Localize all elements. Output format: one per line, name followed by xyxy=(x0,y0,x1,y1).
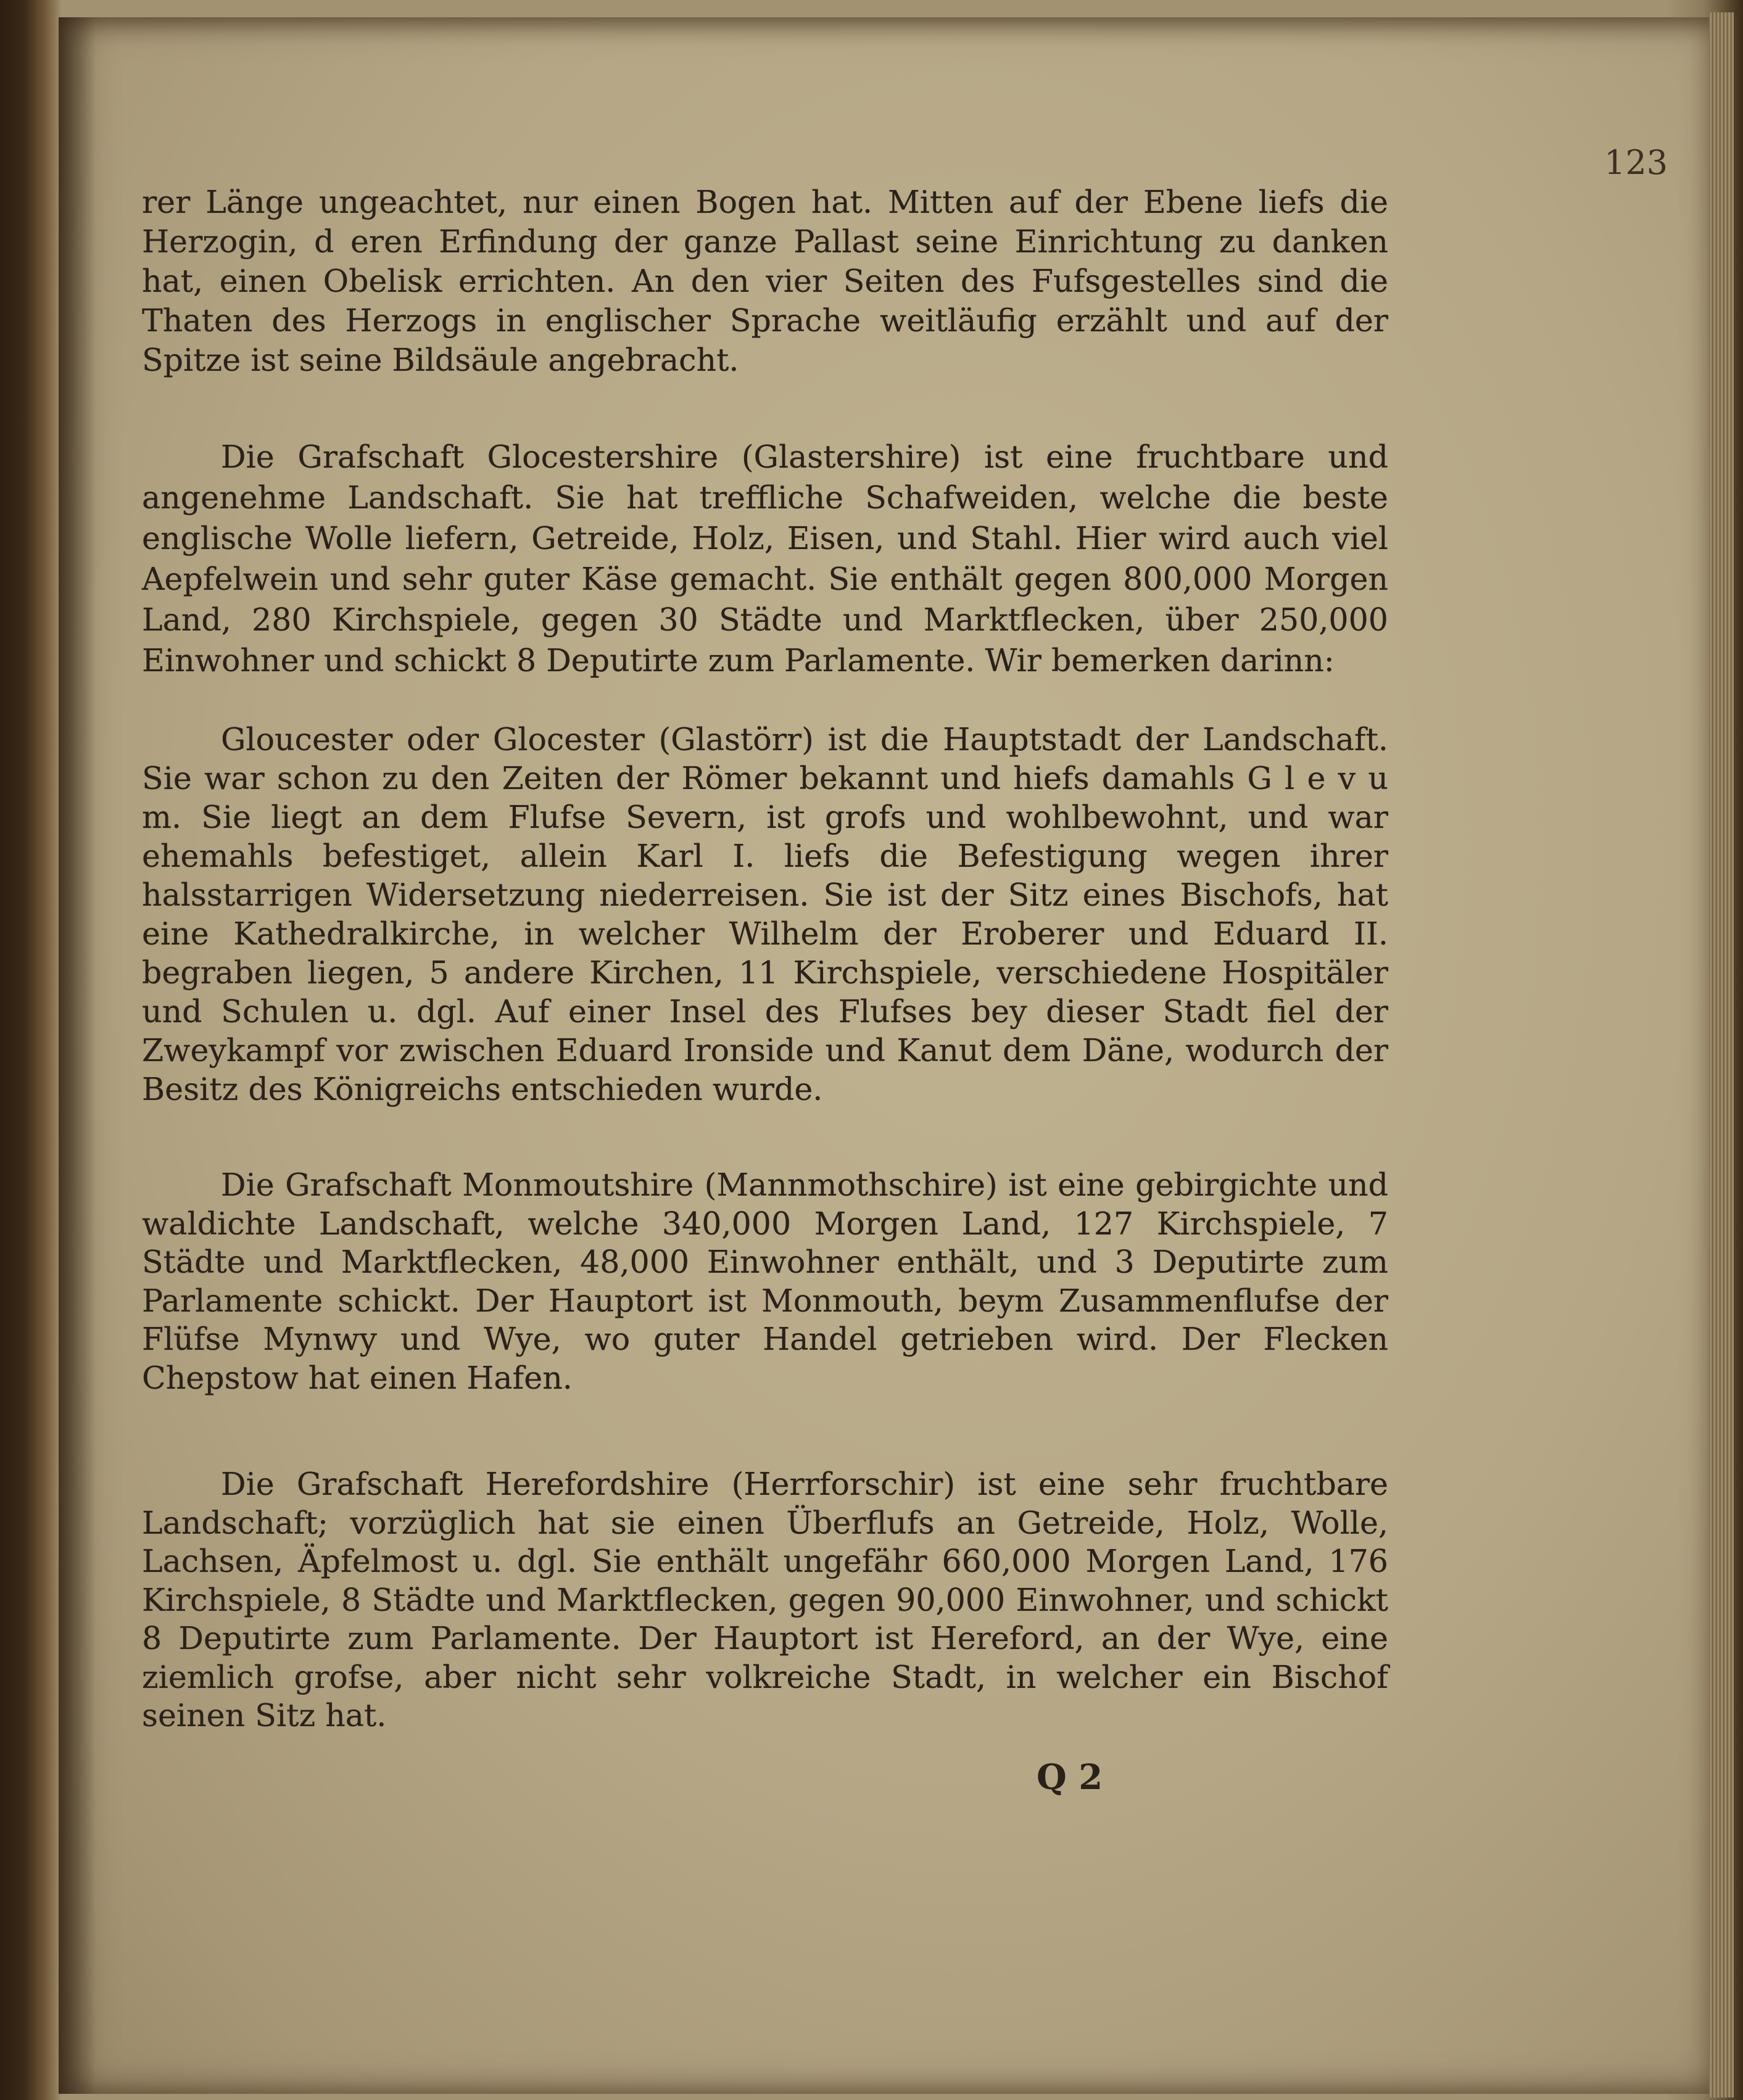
page-gutter-shadow xyxy=(59,17,96,2094)
signature-mark: Q 2 xyxy=(1037,1757,1103,1798)
paragraph-herefordshire: Die Grafschaft Herefordshire (Herrforschir) ist eine sehr fruchtbare Landschaft; vorzüglich hat sie einen Überflufs an Getreide, Holz, Wolle, Lachsen, Äpfelmost u. dgl. Sie enthält ungefähr 660,000 Morgen Land, 176 Kirchspiele, 8 Städte und Marktflecken, gegen 90,000 Einwohner, und schickt 8 Deputirte zum Parlamente. Der Hauptort ist Hereford, an der Wye, eine ziemlich grofse, aber nicht sehr volkreiche Stadt, in welcher ein Bischof seinen Sitz hat. xyxy=(142,1466,1388,1734)
paragraph-continuation: rer Länge ungeachtet, nur einen Bogen hat. Mitten auf der Ebene liefs die Herzogin, d eren Erfindung der ganze Pallast seine Einrichtung zu danken hat, einen Obelisk errichten. An den vier Seiten des Fufsgestelles sind die Thaten des Herzogs in englischer Sprache weitläufig erzählt und auf der Spitze ist seine Bildsäule angebracht. xyxy=(142,184,1388,378)
paragraph-glocestershire: Die Grafschaft Glocestershire (Glastershire) ist eine fruchtbare und angenehme Landschaft. Sie hat treffliche Schafweiden, welche die beste englische Wolle liefern, Getreide, Holz, Eisen, und Stahl. Hier wird auch viel Aepfelwein und sehr guter Käse gemacht. Sie enthält gegen 800,000 Morgen Land, 280 Kirchspiele, gegen 30 Städte und Marktflecken, über 250,000 Einwohner und schickt 8 Deputirte zum Parlamente. Wir bemerken darinn: xyxy=(142,439,1388,679)
page-number: 123 xyxy=(1604,143,1668,182)
paragraph-monmoutshire: Die Grafschaft Monmoutshire (Mannmothschire) ist eine gebirgichte und waldichte Landschaft, welche 340,000 Morgen Land, 127 Kirchspiele, 7 Städte und Marktflecken, 48,000 Einwohner enthält, und 3 Deputirte zum Parlamente schickt. Der Hauptort ist Monmouth, beym Zusammenflufse der Flüfse Mynwy und Wye, wo guter Handel getrieben wird. Der Flecken Chepstow hat einen Hafen. xyxy=(142,1167,1388,1396)
page-edges xyxy=(1709,12,1734,2098)
paragraph-gloucester: Gloucester oder Glocester (Glastörr) ist die Hauptstadt der Landschaft. Sie war schon zu den Zeiten der Römer bekannt und hiefs damahls G l e v u m. Sie liegt an dem Flufse Severn, ist grofs und wohlbewohnt, und war ehemahls befestiget, allein Karl I. liefs die Befestigung wegen ihrer halsstarrigen Widersetzung niederreisen. Sie ist der Sitz eines Bischofs, hat eine Kathedralkirche, in welcher Wilhelm der Eroberer und Eduard II. begraben liegen, 5 andere Kirchen, 11 Kirchspiele, verschiedene Hospitäler und Schulen u. dgl. Auf einer Insel des Flufses bey dieser Stadt fiel der Zweykampf vor zwischen Eduard Ironside und Kanut dem Däne, wodurch der Besitz des Königreichs entschieden wurde. xyxy=(142,721,1388,1107)
